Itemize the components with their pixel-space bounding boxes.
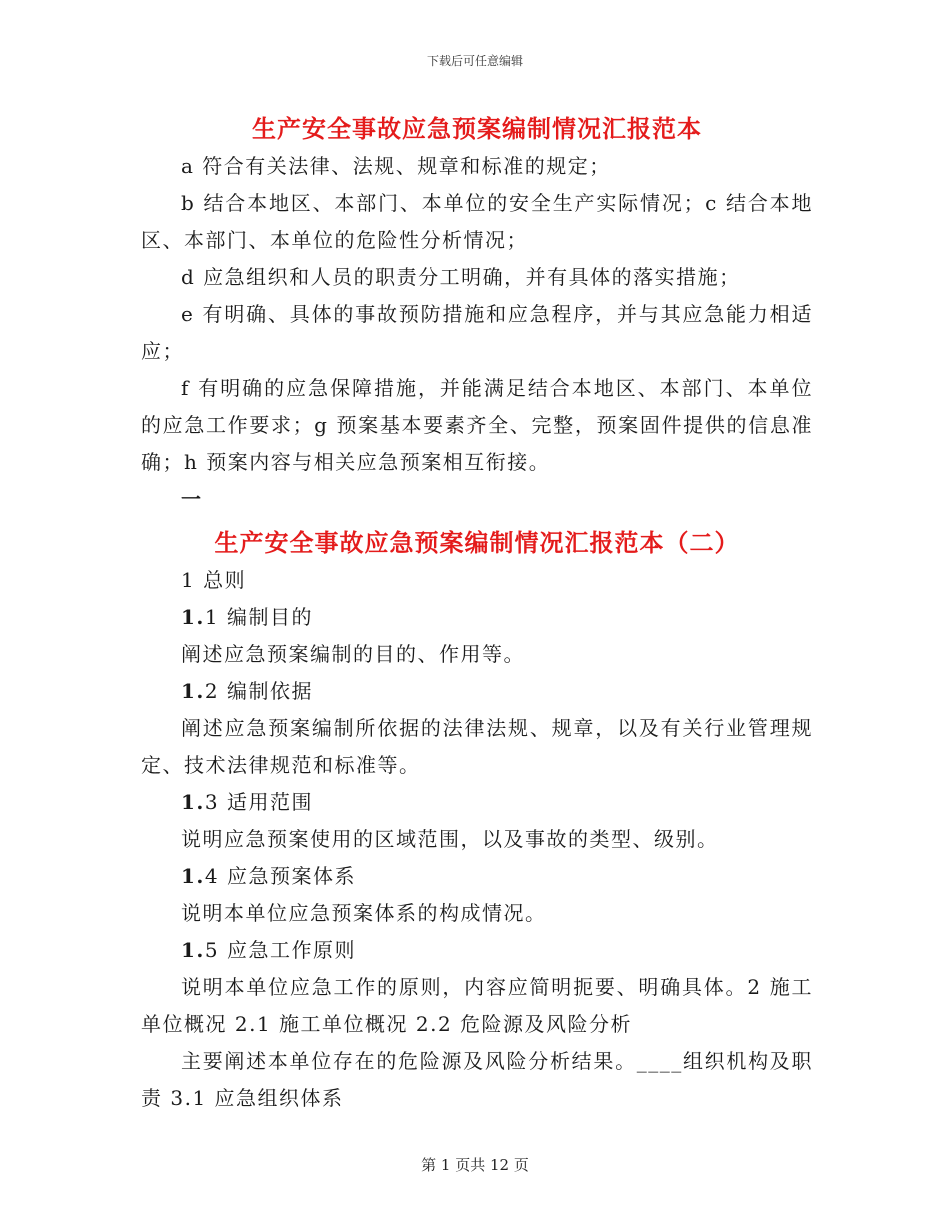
heading-number: 1. — [181, 605, 205, 629]
heading-1-2 — [141, 673, 813, 710]
document-title-second: 生产安全事故应急预案编制情况汇报范本（二） — [214, 528, 740, 557]
document-body — [141, 110, 813, 1117]
paragraph-e: e 有明确、具体的事故预防措施和应急程序，并与其应急能力相适应； — [141, 302, 813, 363]
heading-general: 1 总则 — [181, 568, 247, 592]
heading-text: 2 编制依据 — [204, 679, 313, 703]
paragraph-d: d 应急组织和人员的职责分工明确，并有具体的落实措施； — [181, 265, 741, 289]
heading-1-3 — [141, 784, 813, 821]
paragraph-risk: 主要阐述本单位存在的危险源及风险分析结果。____组织机构及职责 3.1 应急组织体系 — [141, 1049, 813, 1110]
heading-number: 1. — [181, 864, 205, 888]
paragraph-a: a 符合有关法律、法规、规章和标准的规定； — [181, 154, 611, 178]
heading-text: 5 应急工作原则 — [204, 938, 356, 962]
section-separator: 一 — [181, 487, 201, 511]
page-header: 下载后可任意编辑 — [426, 54, 523, 68]
heading-1-5 — [141, 932, 813, 969]
heading-1-4 — [141, 858, 813, 895]
paragraph-basis: 阐述应急预案编制所依据的法律法规、规章，以及有关行业管理规定、技术法律规范和标准等。 — [141, 716, 813, 777]
paragraph-b-c: b 结合本地区、本部门、本单位的安全生产实际情况；c 结合本地区、本部门、本单位的危险性分析情况； — [141, 191, 813, 252]
paragraph-purpose: 阐述应急预案编制的目的、作用等。 — [181, 642, 525, 666]
paragraph-system: 说明本单位应急预案体系的构成情况。 — [181, 901, 547, 925]
heading-text: 4 应急预案体系 — [204, 864, 356, 888]
paragraph-scope: 说明应急预案使用的区域范围，以及事故的类型、级别。 — [181, 827, 719, 851]
heading-number: 1. — [181, 790, 205, 814]
heading-text: 3 适用范围 — [204, 790, 313, 814]
document-title: 生产安全事故应急预案编制情况汇报范本 — [252, 114, 702, 143]
heading-number: 1. — [181, 938, 205, 962]
paragraph-principles: 说明本单位应急工作的原则，内容应简明扼要、明确具体。2 施工单位概况 2.1 施工单位概况 2.2 危险源及风险分析 — [141, 975, 813, 1036]
page-footer: 第 1 页共 12 页 — [421, 1156, 529, 1174]
heading-1-1 — [141, 599, 813, 636]
heading-number: 1. — [181, 679, 205, 703]
heading-text: 1 编制目的 — [204, 605, 313, 629]
paragraph-f-g-h: f 有明确的应急保障措施，并能满足结合本地区、本部门、本单位的应急工作要求；g 预案基本要素齐全、完整，预案固件提供的信息准确；h 预案内容与相关应急预案相互衔接。 — [141, 376, 813, 474]
